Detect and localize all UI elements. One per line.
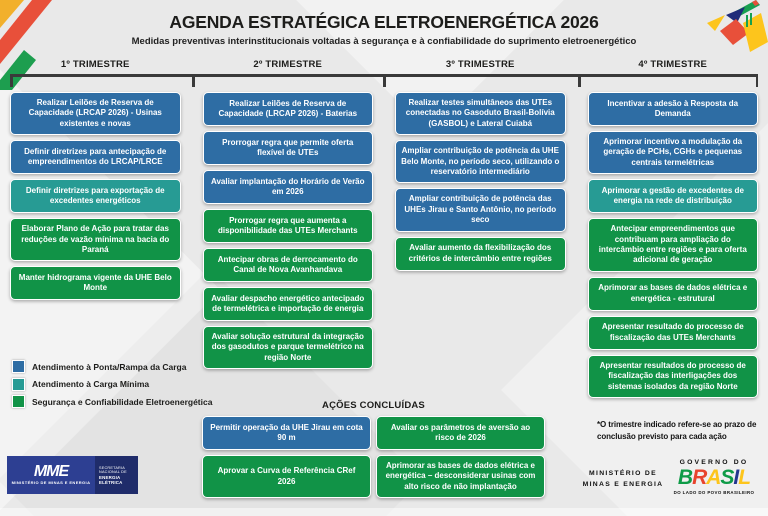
legend-swatch-blue	[12, 360, 25, 373]
completed-action-box: Avaliar os parâmetros de aversão ao risco de 2026	[376, 416, 545, 450]
timeline-ruler	[10, 74, 758, 77]
timeline-tick	[383, 74, 386, 87]
mme-logo	[7, 456, 138, 494]
action-box: Realizar testes simultâneos das UTEs conectadas no Gasoduto Brasil-Bolívia (GASBOL) e Lateral Cuiabá	[395, 92, 566, 135]
quarter-column-3	[395, 92, 566, 271]
quarter-column-2	[203, 92, 374, 369]
mme-secretariat-line1: SECRETARIA NACIONAL DE	[99, 465, 127, 474]
mme-secretariat-panel	[95, 456, 138, 494]
action-box: Apresentar resultados do processo de fiscalização das interligações dos sistemas isolados da região Norte	[588, 355, 759, 398]
action-box: Aprimorar incentivo a modulação da geração de PCHs, CGHs e pequenas centrais termelétricas	[588, 131, 759, 174]
mme-logo-main	[7, 456, 95, 494]
action-box: Aprimorar as bases de dados elétrica e energética - estrutural	[588, 277, 759, 311]
action-box: Avaliar aumento da flexibilização dos critérios de intercâmbio entre regiões	[395, 237, 566, 271]
timeline-tick	[756, 74, 759, 87]
gov-brand-letter: L	[738, 466, 751, 489]
quarter-header-4: 4º TRIMESTRE	[638, 59, 708, 70]
timeline-tick	[192, 74, 195, 87]
governo-do-brasil-logo	[666, 459, 762, 495]
mme-secretariat-line2: ENERGIA ELÉTRICA	[99, 474, 123, 485]
action-box: Avaliar despacho energético antecipado de termelétrica e importação de energia	[203, 287, 374, 321]
completed-action-box: Permitir operação da UHE Jirau em cota 90 m	[202, 416, 371, 450]
action-box: Avaliar implantação do Horário de Verão em 2026	[203, 170, 374, 204]
legend-label: Atendimento à Ponta/Rampa da Carga	[32, 361, 187, 372]
action-box: Ampliar contribuição de potência das UHEs Jirau e Santo Antônio, no período seco	[395, 188, 566, 231]
quarter-header-2: 2º TRIMESTRE	[253, 59, 323, 70]
action-box: Incentivar a adesão à Resposta da Demanda	[588, 92, 759, 126]
action-box: Manter hidrograma vigente da UHE Belo Monte	[10, 266, 181, 300]
action-box: Prorrogar regra que aumenta a disponibilidade das UTEs Merchants	[203, 209, 374, 243]
gov-logo-top-text: GOVERNO DO	[679, 459, 749, 466]
ministry-wordmark	[576, 469, 670, 491]
quarter-header-1: 1º TRIMESTRE	[60, 59, 130, 70]
timeline-tick	[578, 74, 581, 87]
gov-brand-letter: S	[720, 466, 734, 489]
completed-actions-section	[202, 400, 545, 498]
quarter-headers-row	[10, 59, 758, 70]
page-subtitle: Medidas preventivas interinstitucionais voltadas à segurança e à confiabilidade do suprimento eletroenergético	[131, 36, 637, 47]
action-box: Elaborar Plano de Ação para tratar das reduções de vazão mínima na bacia do Paraná	[10, 218, 181, 261]
legend-label: Segurança e Confiabilidade Eletroenergética	[32, 396, 213, 407]
action-box: Apresentar resultado do processo de fiscalização das UTEs Merchants	[588, 316, 759, 350]
legend-label: Atendimento à Carga Mínima	[32, 379, 150, 389]
completed-actions-grid	[202, 416, 545, 498]
legend-item	[12, 395, 212, 408]
mme-acronym: MME	[33, 462, 69, 480]
action-box: Definir diretrizes para exportação de excedentes energéticos	[10, 179, 181, 213]
legend	[12, 360, 212, 408]
completed-action-box: Aprovar a Curva de Referência CRef 2026	[202, 455, 371, 498]
action-box: Realizar Leilões de Reserva de Capacidade (LRCAP 2026) - Baterias	[203, 92, 374, 126]
gov-brand-letter: R	[692, 466, 707, 489]
action-box: Antecipar empreendimentos que contribuam para ampliação do intercâmbio entre regiões e para oferta adicional de geração	[588, 218, 759, 272]
gov-brand-letter: I	[733, 466, 739, 489]
ministry-line1: MINISTÉRIO DE	[589, 470, 657, 477]
gov-brand-letter: A	[706, 466, 721, 489]
action-box: Aprimorar a gestão de excedentes de energia na rede de distribuição	[588, 179, 759, 213]
legend-item	[12, 378, 212, 391]
ministry-line2: MINAS E ENERGIA	[582, 480, 664, 488]
gov-brand-letter: B	[677, 466, 693, 489]
legend-swatch-teal	[12, 378, 25, 391]
legend-swatch-green	[12, 395, 25, 408]
quarter-columns	[10, 92, 758, 398]
action-box: Definir diretrizes para antecipação de empreendimentos do LRCAP/LRCE	[10, 140, 181, 174]
footnote: *O trimestre indicado refere-se ao prazo de conclusão previsto para cada ação	[597, 420, 757, 441]
quarter-column-4	[588, 92, 759, 398]
timeline-tick	[10, 74, 13, 87]
completed-actions-title: AÇÕES CONCLUÍDAS	[322, 400, 425, 411]
mme-ministry-name: MINISTÉRIO DE MINAS E ENERGIA	[11, 480, 91, 486]
gov-logo-tagline: DO LADO DO POVO BRASILEIRO	[673, 489, 755, 495]
quarter-header-3: 3º TRIMESTRE	[445, 59, 515, 70]
quarter-column-1	[10, 92, 181, 300]
completed-action-box: Aprimorar as bases de dados elétrica e energética – desconsiderar usinas com alto risco de não implantação	[376, 455, 545, 498]
action-box: Antecipar obras de derrocamento do Canal de Nova Avanhandava	[203, 248, 374, 282]
action-box: Prorrogar regra que permite oferta flexível de UTEs	[203, 131, 374, 165]
gov-logo-brand	[666, 467, 762, 488]
action-box: Ampliar contribuição de potência da UHE Belo Monte, no período seco, utilizando o reservatório intermediário	[395, 140, 566, 183]
action-box: Realizar Leilões de Reserva de Capacidade (LRCAP 2026) - Usinas existentes e novas	[10, 92, 181, 135]
page-title: AGENDA ESTRATÉGICA ELETROENERGÉTICA 2026	[169, 12, 599, 32]
bottom-strip	[0, 508, 768, 516]
action-box: Avaliar solução estrutural da integração dos gasodutos e parque termelétrico na região Norte	[203, 326, 374, 369]
legend-item	[12, 360, 212, 373]
